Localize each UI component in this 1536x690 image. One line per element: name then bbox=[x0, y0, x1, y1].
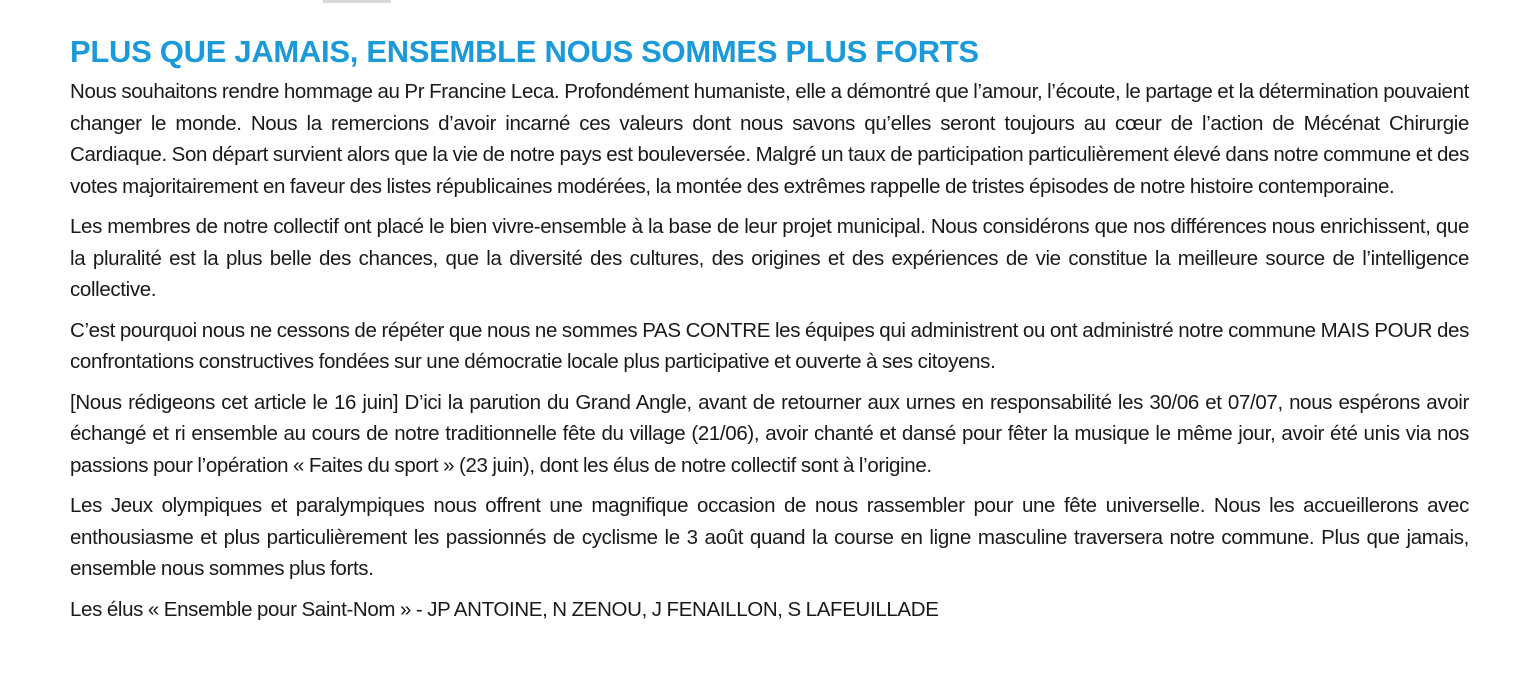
top-divider-mark bbox=[323, 0, 391, 3]
paragraph-jeux-olympiques: Les Jeux olympiques et paralympiques nous offrent une magnifique occasion de nous rassembler pour une fête universelle. Nous les accueillerons avec enthousiasme et plus particulièrement les passionnés de cyclisme le 3 août quand la course en ligne masculine traversera notre commune. Plus que jamais, ensemble nous sommes plus forts. bbox=[70, 494, 1469, 580]
article-signature: Les élus « Ensemble pour Saint-Nom » - JP ANTOINE, N ZENOU, J FENAILLON, S LAFEUILLADE bbox=[70, 597, 939, 621]
paragraph-evenements: [Nous rédigeons cet article le 16 juin] D’ici la parution du Grand Angle, avant de retourner aux urnes en responsabilité les 30/06 et 07/07, nous espérons avoir échangé et ri ensemble au cours de notre traditionnelle fête du village (21/06), avoir chanté et dansé pour fêter la musique le même jour, avoir été unis via nos passions pour l’opération « Faites du sport » (23 juin), dont les élus de notre collectif sont à l’origine. bbox=[70, 390, 1469, 477]
paragraph-hommage: Nous souhaitons rendre hommage au Pr Francine Leca. Profondément humaniste, elle a démontré que l’amour, l’écoute, le partage et la détermination pouvaient changer le monde. Nous la remercions d’avoir incarné ces valeurs dont nous savons qu’elles seront toujours au cœur de l’action de Mécénat Chirurgie Cardiaque. Son départ survient alors que la vie de notre pays est bouleversée. Malgré un taux de participation particulièrement élevé dans notre commune et des votes majoritairement en faveur des listes républicaines modérées, la montée des extrêmes rappelle de tristes épisodes de notre histoire contemporaine. bbox=[70, 80, 1469, 198]
paragraph-vivre-ensemble: Les membres de notre collectif ont placé le bien vivre-ensemble à la base de leur projet municipal. Nous considérons que nos différences nous enrichissent, que la pluralité est la plus belle des chances, que la diversité des cultures, des origines et des expériences de vie constitue la meilleure source de l’intelligence collective. bbox=[70, 215, 1469, 301]
article-title: PLUS QUE JAMAIS, ENSEMBLE NOUS SOMMES PLUS FORTS bbox=[70, 34, 979, 69]
paragraph-pas-contre: C’est pourquoi nous ne cessons de répéter que nous ne sommes PAS CONTRE les équipes qui administrent ou ont administré notre commune MAIS POUR des confrontations constructives fondées sur une démocratie locale plus participative et ouverte à ses citoyens. bbox=[70, 318, 1469, 373]
article bbox=[70, 32, 1469, 625]
